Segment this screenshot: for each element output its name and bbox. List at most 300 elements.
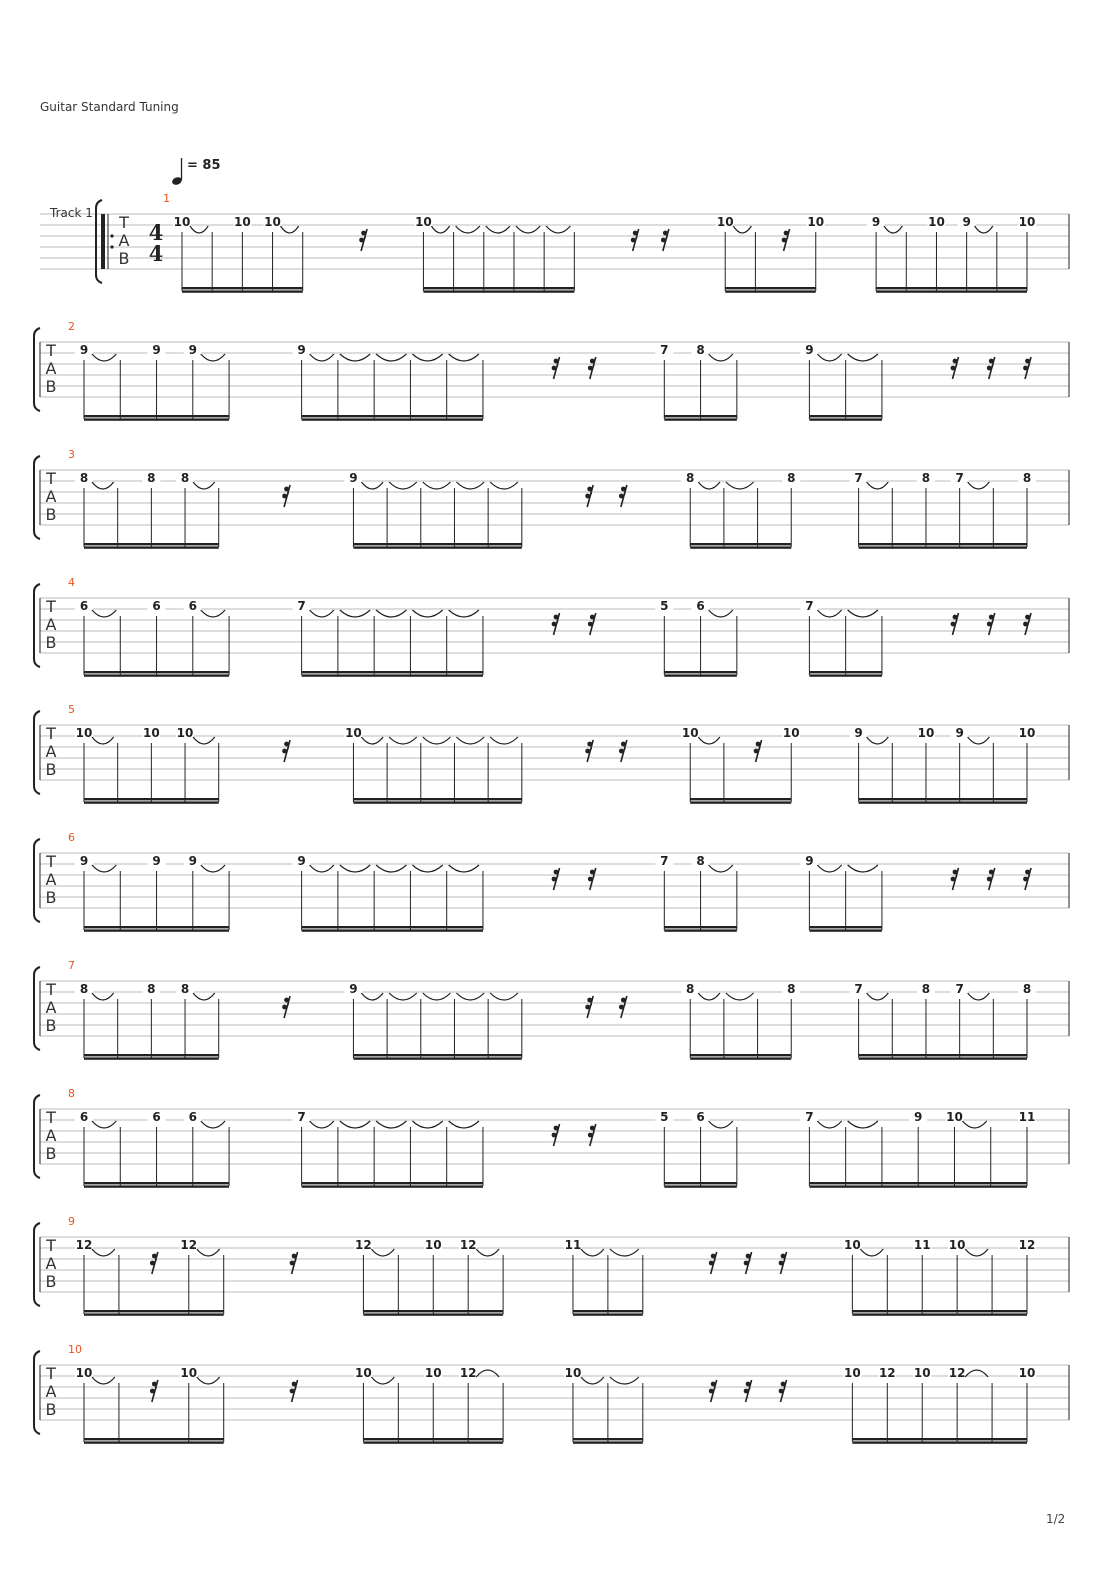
fret-number: 8 [147,982,156,996]
tab-letter-a: A [118,231,130,250]
tuning-label: Guitar Standard Tuning [40,100,179,114]
fret-number: 12 [355,1238,372,1252]
fret-number: 10 [180,1366,198,1380]
rest-group [290,1252,298,1274]
rest-group [290,1380,298,1402]
tie [412,865,442,872]
beam-line [690,546,791,548]
rest-group [951,613,1031,635]
beam-group [75,1366,224,1444]
measure-number: 6 [68,831,75,844]
tab-letter-a: A [45,742,57,761]
fret-number: 7 [297,1110,306,1124]
tie [726,482,754,489]
rest-group [585,740,627,762]
fret-number: 9 [188,343,197,357]
beam-line [876,287,1027,289]
beam-line [859,1057,1027,1059]
beam-line [809,1185,1027,1187]
tie [376,1121,406,1128]
beam-group [75,1110,229,1188]
tie [92,1121,116,1128]
tie [376,865,406,872]
fret-number: 7 [660,854,669,868]
beam-line [182,287,303,289]
fret-number: 12 [1018,1238,1036,1252]
tab-letter-t: T [46,1236,56,1255]
measure-number: 5 [68,703,75,716]
beam-line [302,415,483,417]
tie [490,737,518,744]
system-bracket [34,584,40,667]
beam-line [302,926,483,928]
tab-system [34,576,1069,677]
fret-number: 8 [147,471,156,485]
fret-number: 8 [1022,982,1032,996]
beam-line [664,926,737,928]
beam-group [867,215,1036,293]
tab-letter-a: A [45,359,57,378]
tie [193,482,215,489]
fret-number: 10 [844,1238,861,1252]
beam-group [800,854,882,932]
beam-line [363,1441,503,1443]
tie [340,1121,370,1128]
fret-number: 10 [415,215,432,229]
tie [848,610,878,617]
tie [610,1249,639,1256]
repeat-dot [110,234,113,237]
tab-letter-b: B [45,1016,57,1035]
tie [92,610,116,617]
beam-group [800,599,882,677]
tie [423,737,451,744]
tab-system [34,448,1069,549]
fret-number: 10 [913,1366,931,1380]
tie [92,1377,115,1384]
beam-line [690,1054,791,1056]
fret-number: 10 [264,215,281,229]
fret-number: 11 [913,1238,931,1252]
fret-number: 8 [696,343,705,357]
beam-line [725,290,816,292]
tie [848,354,878,361]
tie [193,737,215,744]
tie [449,1121,479,1128]
beam-group [75,1238,224,1316]
measure-number: 4 [68,576,75,589]
tie [197,1249,220,1256]
beam-group [293,854,483,932]
beam-line [84,1310,224,1312]
fret-number: 10 [234,215,251,229]
fret-number: 10 [948,1238,966,1252]
tie [968,737,990,744]
fret-number: 9 [962,215,971,229]
fret-number: 6 [188,599,197,613]
system-bracket [34,967,40,1050]
measure-number: 2 [68,320,75,333]
beam-line [664,418,737,420]
tie [361,993,383,1000]
tie [581,1249,604,1256]
tie [412,354,442,361]
beam-line [859,801,1027,803]
fret-number: 12 [459,1366,477,1380]
tie [310,1121,334,1128]
beam-line [302,674,483,676]
beam-line [84,543,219,545]
tie [965,1249,988,1256]
beam-group [75,854,229,932]
beam-line [84,1441,224,1443]
tie [389,993,417,1000]
fret-number: 7 [955,982,964,996]
beam-line [84,1182,229,1184]
fret-number: 10 [424,1366,442,1380]
beam-group [850,726,1036,804]
tie [281,226,299,233]
fret-number: 11 [1018,1110,1036,1124]
beam-group [344,471,521,549]
beam-line [302,1182,483,1184]
fret-number: 9 [297,343,306,357]
tab-letter-t: T [119,213,129,232]
fret-number: 10 [1018,726,1036,740]
fret-number: 6 [696,599,705,613]
tab-letter-b: B [45,505,57,524]
tie [371,1249,394,1256]
tab-system [34,1087,1069,1188]
tie [610,1377,639,1384]
beam-line [809,674,882,676]
fret-number: 9 [871,215,881,229]
fret-number: 12 [75,1238,93,1252]
fret-number: 10 [807,215,825,229]
tie [340,610,370,617]
tie [476,1249,499,1256]
fret-number: 8 [180,982,190,996]
fret-number: 7 [854,982,863,996]
beam-line [809,926,882,928]
fret-number: 10 [75,1366,93,1380]
beam-group [716,215,825,293]
measure-number: 9 [68,1215,75,1228]
fret-number: 5 [660,599,669,613]
fret-number: 10 [345,726,362,740]
tie [340,354,370,361]
beam-line [690,1057,791,1059]
beam-group [655,1110,737,1188]
tie [968,993,990,1000]
fret-number: 10 [928,215,945,229]
beam-line [664,674,737,676]
fret-number: 9 [349,471,358,485]
tab-letter-b: B [45,1272,57,1291]
beam-line [423,290,574,292]
tab-system [34,1215,1069,1316]
fret-number: 12 [948,1366,966,1380]
measure-number: 8 [68,1087,75,1100]
beam-line [852,1310,1027,1312]
tie [376,354,406,361]
beam-line [859,546,1027,548]
rest-group [359,229,367,251]
beam-line [690,801,791,803]
fret-number: 5 [660,1110,669,1124]
tab-letter-t: T [46,852,56,871]
beam-line [573,1441,643,1443]
beam-line [84,798,219,800]
beam-group [655,854,737,932]
tab-system [34,320,1069,421]
tie [962,1121,986,1128]
tie [860,1249,883,1256]
tab-letter-a: A [45,998,57,1017]
fret-number: 10 [681,726,699,740]
rest-group [282,740,290,762]
beam-line [84,1054,219,1056]
beam-line [852,1313,1027,1315]
beam-group [344,726,521,804]
beam-group [681,982,800,1060]
tie [190,226,208,233]
tab-letter-a: A [45,1382,57,1401]
tie [486,226,510,233]
rest-group [951,357,1031,379]
tab-letter-b: B [45,760,57,779]
tie [490,993,518,1000]
beam-line [353,546,521,548]
beam-line [573,1310,643,1312]
fret-number: 9 [854,726,863,740]
tie [412,610,442,617]
fret-number: 6 [152,1110,161,1124]
tab-letter-a: A [45,1126,57,1145]
fret-number: 8 [1022,471,1032,485]
rest-group [552,357,596,379]
tie [376,610,406,617]
tab-letter-t: T [46,1108,56,1127]
fret-number: 10 [355,1366,372,1380]
beam-line [84,926,229,928]
tab-letter-a: A [45,487,57,506]
tie [412,1121,442,1128]
beam-line [353,801,521,803]
tie [581,1377,604,1384]
tie [456,226,480,233]
beam-line [84,674,229,676]
beam-line [664,671,737,673]
fret-number: 10 [782,726,800,740]
fret-number: 9 [188,854,197,868]
tie [456,482,484,489]
fret-number: 9 [805,854,814,868]
beam-line [353,1054,521,1056]
track-name: Track 1 [50,206,93,220]
fret-number: 9 [914,1110,923,1124]
measure-number: 1 [163,192,170,205]
beam-line [84,1438,224,1440]
fret-number: 7 [805,1110,814,1124]
fret-number: 10 [716,215,734,229]
beam-group [850,471,1036,549]
fret-number: 8 [787,471,796,485]
beam-group [354,1238,503,1316]
fret-number: 12 [459,1238,477,1252]
system-bracket [34,711,40,794]
fret-number: 12 [180,1238,198,1252]
fret-number: 10 [176,726,194,740]
tie [389,482,417,489]
fret-number: 10 [424,1238,442,1252]
tie [201,1121,225,1128]
tie [310,610,334,617]
rest-group [709,1252,787,1274]
fret-number: 8 [921,982,931,996]
fret-number: 10 [143,726,160,740]
beam-line [182,290,303,292]
rest-group [709,1380,787,1402]
rest-group [552,868,596,890]
repeat-thick-bar [101,214,105,269]
tab-system [34,703,1069,804]
beam-group [293,599,483,677]
tab-letter-a: A [45,615,57,634]
beam-group [354,1366,503,1444]
tie [449,610,479,617]
tab-letter-a: A [45,870,57,889]
beam-group [344,982,521,1060]
tie [516,226,540,233]
tie [709,610,733,617]
beam-line [809,929,882,931]
tie [490,482,518,489]
beam-line [690,543,791,545]
beam-line [302,929,483,931]
beam-line [876,290,1027,292]
fret-number: 6 [79,599,89,613]
tab-system [40,158,1069,293]
beam-line [852,1441,1027,1443]
fret-number: 12 [878,1366,896,1380]
beam-line [573,1438,643,1440]
beam-group [75,599,229,677]
tab-letter-b: B [45,1400,57,1419]
beam-line [690,798,791,800]
fret-number: 9 [805,343,814,357]
beam-group [75,343,229,421]
fret-number: 9 [152,854,161,868]
page-number: 1/2 [1046,1512,1066,1526]
tie [389,737,417,744]
tab-letter-b: B [45,1144,57,1163]
tab-letter-t: T [46,341,56,360]
tie [456,737,484,744]
fret-number: 9 [152,343,161,357]
beam-line [84,546,219,548]
tie [698,993,720,1000]
fret-number: 10 [917,726,935,740]
fret-number: 6 [188,1110,197,1124]
fret-number: 7 [660,343,669,357]
beam-line [84,418,229,420]
system-bracket [34,1351,40,1434]
beam-line [859,543,1027,545]
rest-group [585,996,627,1018]
beam-group [800,1110,1036,1188]
tab-letter-b: B [45,377,57,396]
beam-group [681,471,800,549]
beam-line [859,1054,1027,1056]
beam-group [681,726,800,804]
tie [361,482,383,489]
fret-number: 8 [686,982,695,996]
tab-letter-t: T [46,980,56,999]
tab-system [34,831,1069,932]
tie [546,226,570,233]
measure-number: 10 [68,1343,82,1356]
fret-number: 9 [349,982,358,996]
fret-number: 8 [79,471,89,485]
beam-group [414,215,574,293]
beam-line [84,801,219,803]
beam-line [84,415,229,417]
system-bracket [34,839,40,922]
rest-group [585,485,627,507]
tab-letter-t: T [46,724,56,743]
tempo-value: = 85 [187,158,221,173]
tie [361,737,383,744]
beam-line [353,1057,521,1059]
fret-number: 11 [564,1238,582,1252]
tab-letter-t: T [46,1364,56,1383]
tie [709,865,733,872]
tie [698,737,720,744]
fret-number: 6 [696,1110,705,1124]
fret-number: 9 [79,343,89,357]
beam-line [725,287,816,289]
beam-line [353,798,521,800]
tie [92,865,116,872]
tie [975,226,993,233]
tie [817,1121,841,1128]
tie [449,354,479,361]
rest-group [282,485,290,507]
tab-letter-b: B [45,888,57,907]
beam-group [843,1238,1036,1316]
tie [867,482,889,489]
rest-group [552,1124,596,1146]
beam-group [850,982,1036,1060]
beam-group [173,215,303,293]
fret-number: 9 [79,854,89,868]
beam-line [84,671,229,673]
tie [92,1249,115,1256]
fret-number: 10 [173,215,191,229]
beam-group [75,982,219,1060]
fret-number: 10 [844,1366,861,1380]
tie [848,865,878,872]
beam-line [84,929,229,931]
fret-number: 7 [805,599,814,613]
rest-group [552,613,596,635]
beam-line [809,418,882,420]
beam-line [353,543,521,545]
system-bracket [34,456,40,539]
fret-number: 6 [152,599,161,613]
rest-group [282,996,290,1018]
